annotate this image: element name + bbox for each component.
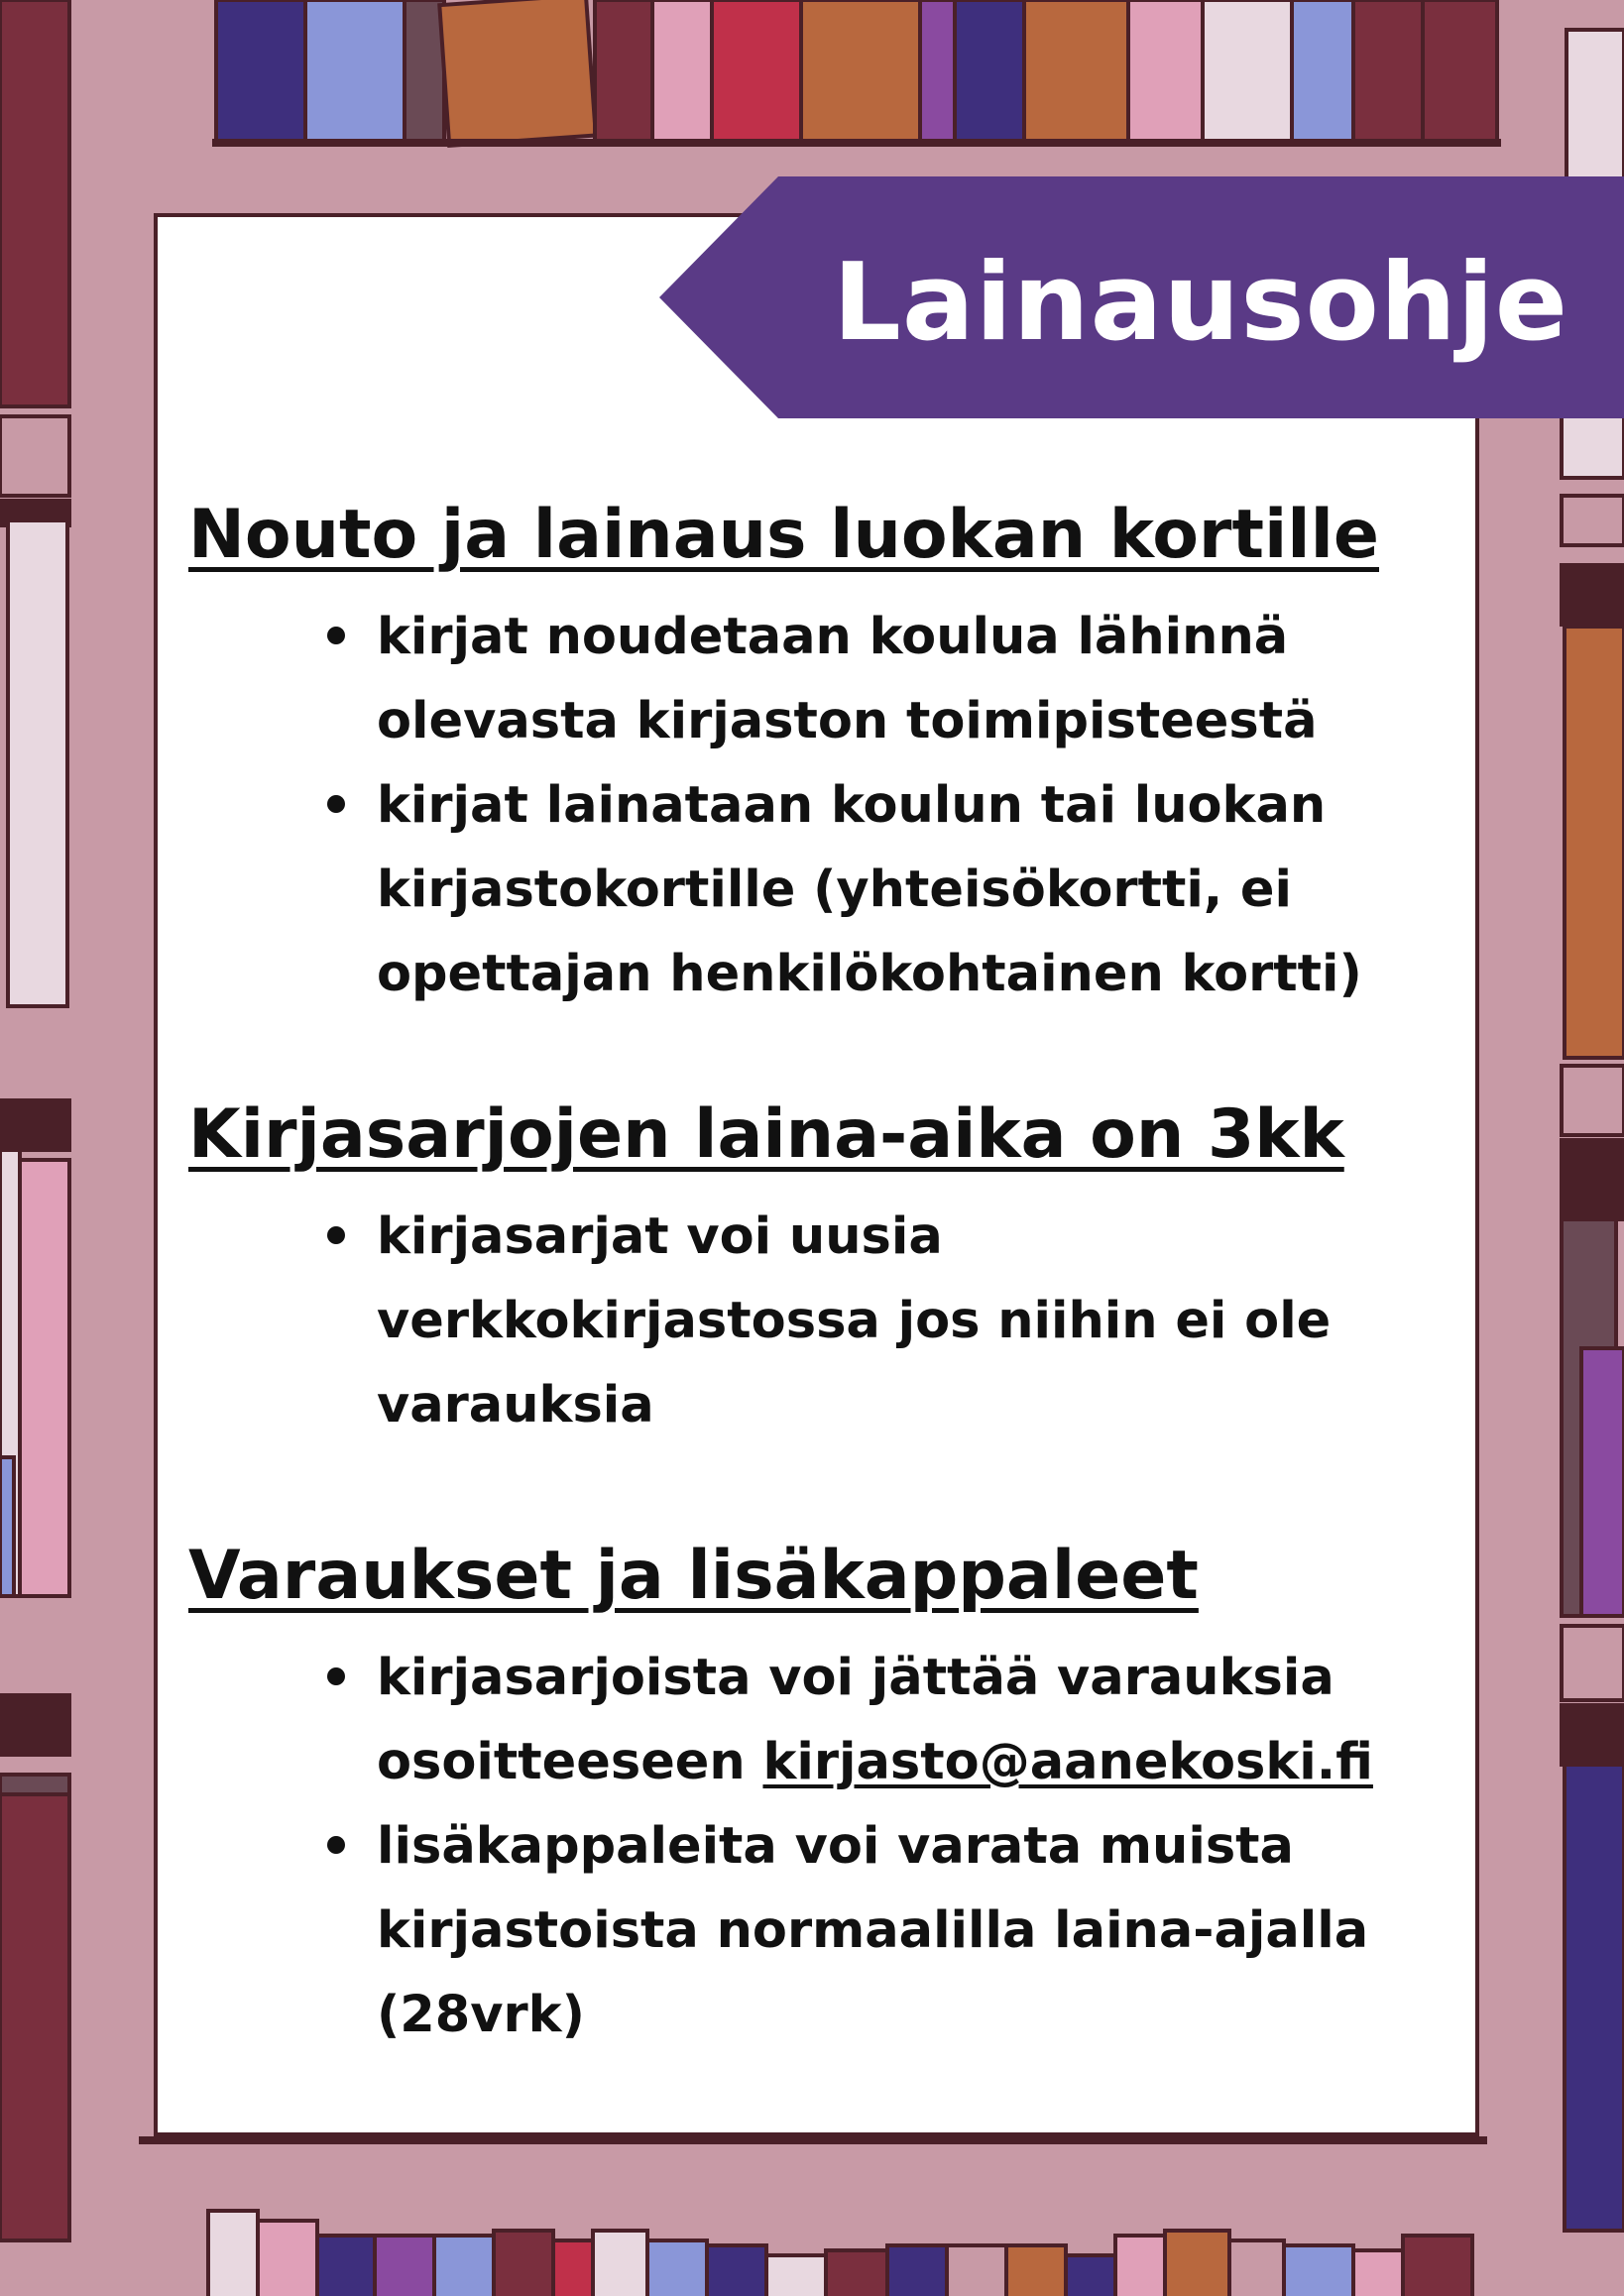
section-heading-reservations: Varaukset ja lisäkappaleet [188,1537,1199,1615]
list-item: lisäkappaleita voi varata muista kirjastoista normaalilla laina-ajalla (28vrk) [377,1804,1408,2057]
list-item: kirjasarjoista voi jättää varauksia osoitteeseen kirjasto@aanekoski.fi [377,1636,1408,1804]
section-heading-loan-period: Kirjasarjojen laina-aika on 3kk [188,1095,1344,1174]
bullet-icon [327,627,345,644]
list-item: kirjasarjat voi uusia verkkokirjastossa jos niihin ei ole varauksia [377,1195,1408,1447]
bullet-list-loan-period [188,1195,1408,1447]
bullet-list-reservations [188,1636,1408,2057]
bullet-icon [327,1226,345,1244]
bullet-icon [327,1667,345,1685]
bullet-icon [327,1836,345,1854]
page-title: Lainausohje [833,241,1569,365]
bullet-icon [327,795,345,813]
list-item: kirjat noudetaan koulua lähinnä olevasta kirjaston toimipisteestä [377,595,1408,763]
list-item: kirjat lainataan koulun tai luokan kirjastokortille (yhteisökortti, ei opettajan henkilökohtainen kortti) [377,763,1408,1016]
content-area [188,486,1408,2057]
bullet-list-pickup [188,595,1408,1016]
section-heading-pickup: Nouto ja lainaus luokan kortille [188,496,1379,574]
email-link[interactable]: kirjasto@aanekoski.fi [762,1733,1373,1791]
